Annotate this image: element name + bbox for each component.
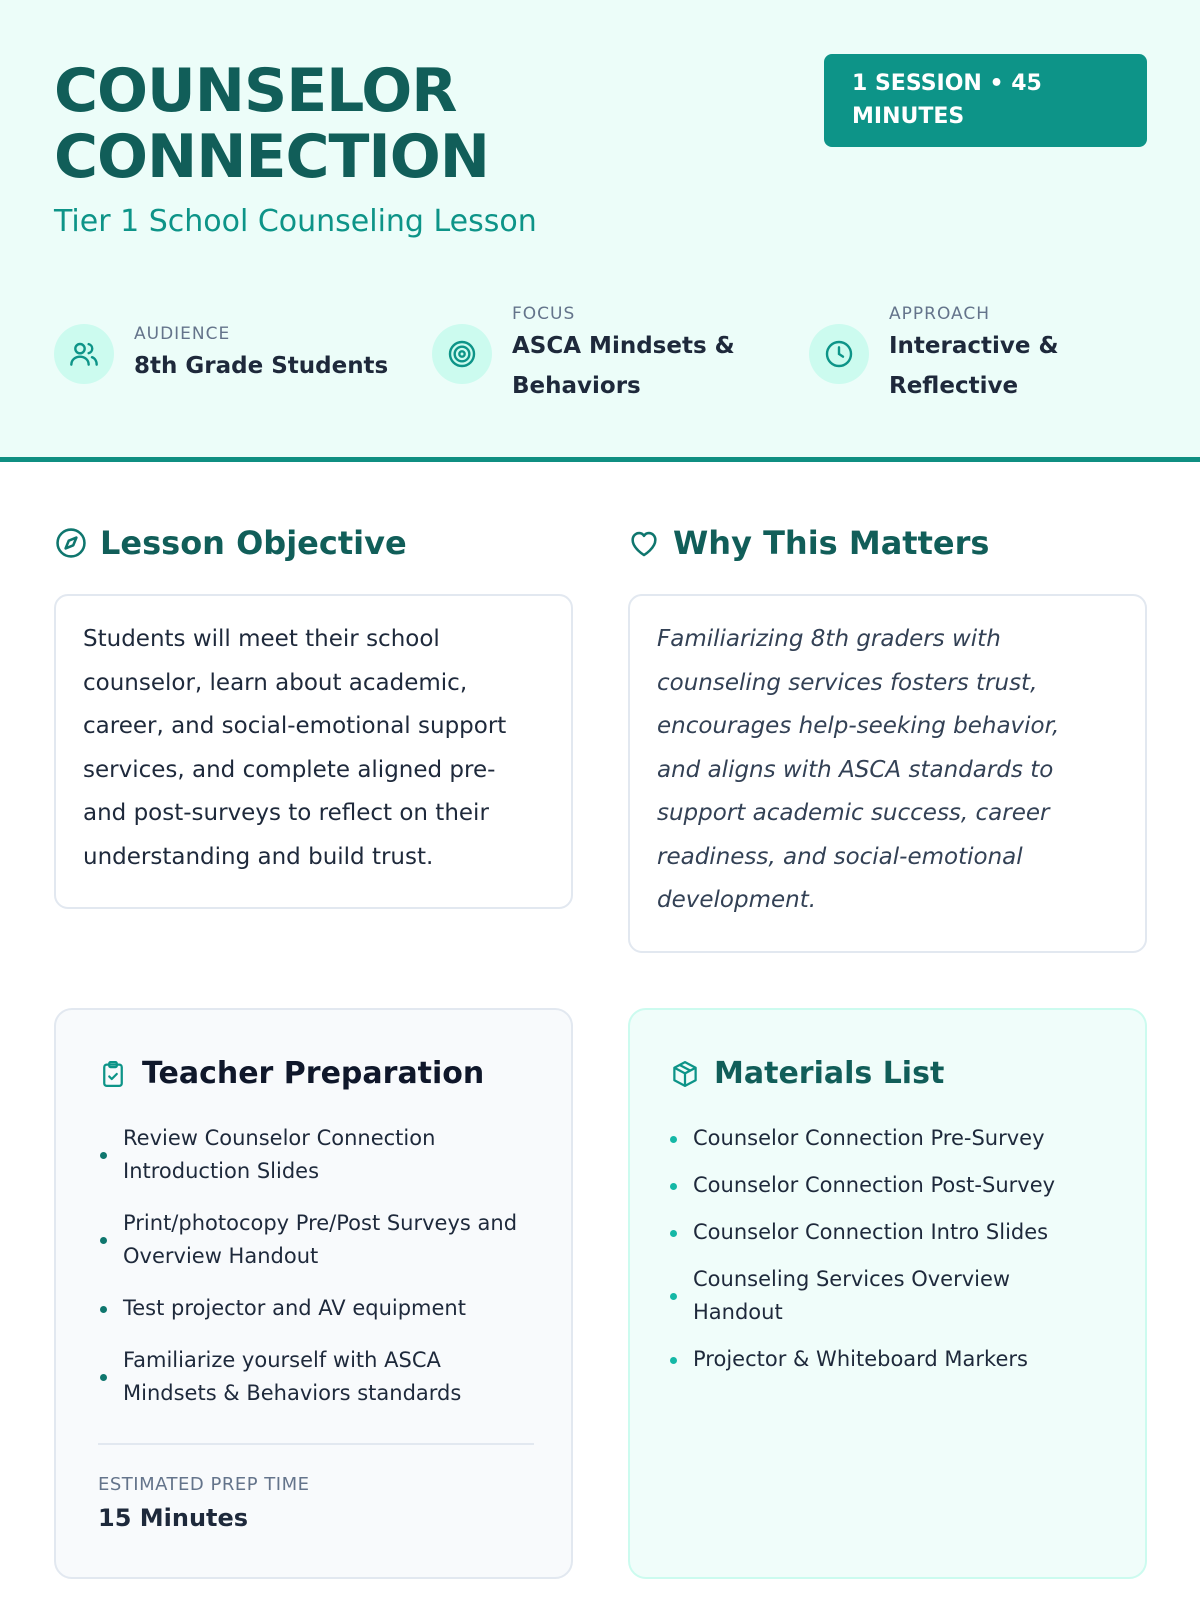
objective-line: and post-surveys to reflect on their [83,800,489,826]
list-item [668,1169,1128,1202]
list-item [668,1216,1128,1249]
prep-item-line: Familiarize yourself with ASCA [123,1348,441,1372]
prep-item-line: Introduction Slides [123,1159,320,1183]
prep-item-line: Print/photocopy Pre/Post Surveys and [123,1211,518,1235]
heart-icon [627,526,661,560]
badge-line-1: 1 SESSION • 45 [852,71,1042,96]
list-item [98,1344,548,1410]
audience-label: AUDIENCE [134,324,231,344]
prep-time-value: 15 Minutes [98,1504,249,1532]
prep-title: Teacher Preparation [142,1056,485,1091]
why-line: support academic success, career [657,800,1050,826]
approach-value-line-2: Reflective [889,373,1019,399]
material-item-line: Projector & Whiteboard Markers [693,1347,1028,1371]
lesson-header [0,0,1200,462]
title-line-1: COUNSELOR [54,56,457,126]
clock-icon [809,324,869,384]
list-item [668,1263,1128,1329]
objective-title: Lesson Objective [100,524,407,562]
objective-card [54,594,573,909]
badge-line-2: MINUTES [852,104,965,129]
teacher-prep-panel [54,1008,573,1579]
focus-value [512,326,735,406]
why-line: Familiarizing 8th graders with [657,626,1001,652]
why-line: counseling services fosters trust, [657,669,1038,696]
objective-line: understanding and build trust. [83,843,434,870]
clipboard-check-icon [98,1059,128,1089]
list-item [98,1207,548,1273]
audience-value: 8th Grade Students [134,353,389,379]
why-line: encourages help-seeking behavior, [657,713,1060,739]
prep-item-line: Mindsets & Behaviors standards [123,1381,462,1405]
list-item [668,1343,1128,1376]
page-subtitle: Tier 1 School Counseling Lesson [54,204,537,239]
focus-value-line-2: Behaviors [512,373,641,399]
page-title [54,58,489,190]
material-item-line: Counseling Services Overview [693,1267,1011,1291]
objective-text [83,618,506,879]
material-item-line: Counselor Connection Post-Survey [693,1173,1056,1197]
why-line: development. [657,887,817,913]
focus-value-line-1: ASCA Mindsets & [512,333,735,359]
prep-divider [98,1443,534,1445]
material-item-line: Counselor Connection Intro Slides [693,1220,1049,1244]
objective-line: services, and complete aligned pre- [83,756,496,783]
users-icon [54,324,114,384]
materials-heading [670,1056,944,1091]
prep-item-line: Overview Handout [123,1244,319,1268]
why-line: readiness, and social-emotional [657,843,1023,870]
approach-value-line-1: Interactive & [889,333,1059,359]
focus-label: FOCUS [512,304,576,324]
prep-item-line: Test projector and AV equipment [123,1296,466,1320]
materials-title: Materials List [714,1056,945,1091]
why-card [628,594,1147,953]
approach-value [889,326,1059,406]
title-line-2: CONNECTION [54,122,489,192]
approach-label: APPROACH [889,304,991,324]
why-line: and aligns with ASCA standards to [657,756,1054,783]
objective-line: counselor, learn about academic, [83,669,468,696]
prep-item-line: Review Counselor Connection [123,1126,436,1150]
session-badge [824,54,1147,147]
material-item-line: Handout [693,1300,783,1324]
compass-icon [54,526,88,560]
objective-line: Students will meet their school [83,626,440,652]
list-item [98,1122,548,1188]
objective-line: career, and social-emotional support [83,713,507,739]
prep-time-label: ESTIMATED PREP TIME [98,1474,310,1495]
prep-list [98,1122,548,1410]
why-title: Why This Matters [673,524,990,562]
materials-panel [628,1008,1147,1579]
why-heading [627,524,989,562]
why-text [657,618,1059,923]
objective-heading [54,524,407,562]
list-item [98,1292,548,1325]
list-item [668,1122,1128,1155]
box-icon [670,1059,700,1089]
prep-heading [98,1056,484,1091]
materials-list [668,1122,1128,1376]
target-icon [432,324,492,384]
material-item-line: Counselor Connection Pre-Survey [693,1126,1045,1150]
